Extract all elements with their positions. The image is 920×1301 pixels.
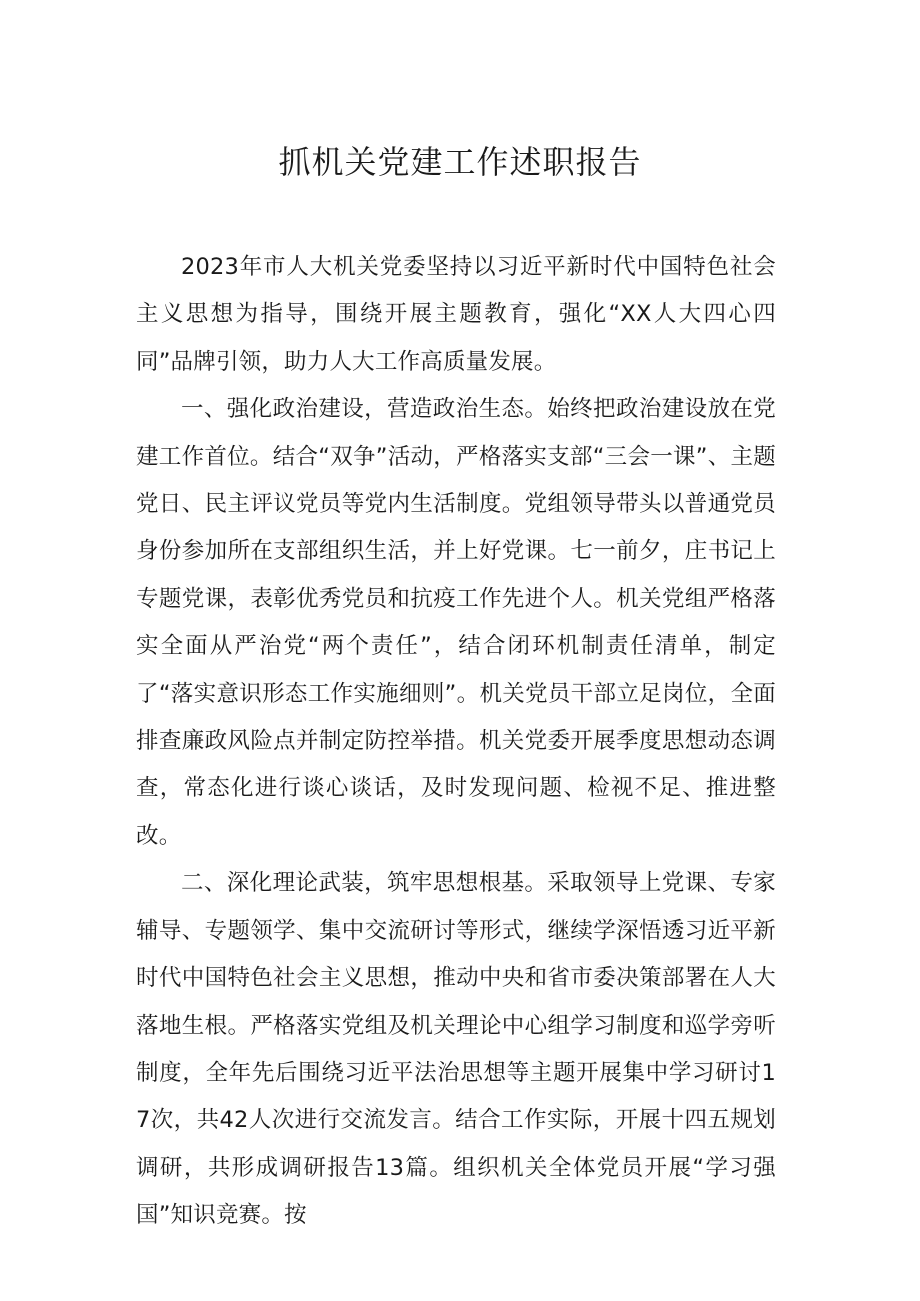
paragraph-theory-study: 二、深化理论武装，筑牢思想根基。采取领导上党课、专家辅导、专题领学、集中交流研讨等形式，继续学深悟透习近平新时代中国特色社会主义思想，推动中央和省市委决策部署在人大落地生根。严格落实党组及机关理论中心组学习制度和巡学旁听制度，全年先后围绕习近平法治思想等主题开展集中学习研讨17次，共42人次进行交流发言。结合工作实际，开展十四五规划调研，共形成调研报告13篇。组织机关全体党员开展“学习强国”知识竞赛。按 <box>136 870 776 1229</box>
document-body <box>136 244 776 1240</box>
document-title: 抓机关党建工作述职报告 <box>278 143 642 181</box>
paragraph-intro: 2023年市人大机关党委坚持以习近平新时代中国特色社会主义思想为指导，围绕开展主题教育，强化“XX人大四心四同”品牌引领，助力人大工作高质量发展。 <box>136 254 776 375</box>
paragraph-political-construction: 一、强化政治建设，营造政治生态。始终把政治建设放在党建工作首位。结合“双争”活动，严格落实支部“三会一课”、主题党日、民主评议党员等党内生活制度。党组领导带头以普通党员身份参加所在支部组织生活，并上好党课。七一前夕，庄书记上专题党课，表彰优秀党员和抗疫工作先进个人。机关党组严格落实全面从严治党“两个责任”，结合闭环机制责任清单，制定了“落实意识形态工作实施细则”。机关党员干部立足岗位，全面排查廉政风险点并制定防控举措。机关党委开展季度思想动态调查，常态化进行谈心谈话，及时发现问题、检视不足、推进整改。 <box>136 396 776 849</box>
